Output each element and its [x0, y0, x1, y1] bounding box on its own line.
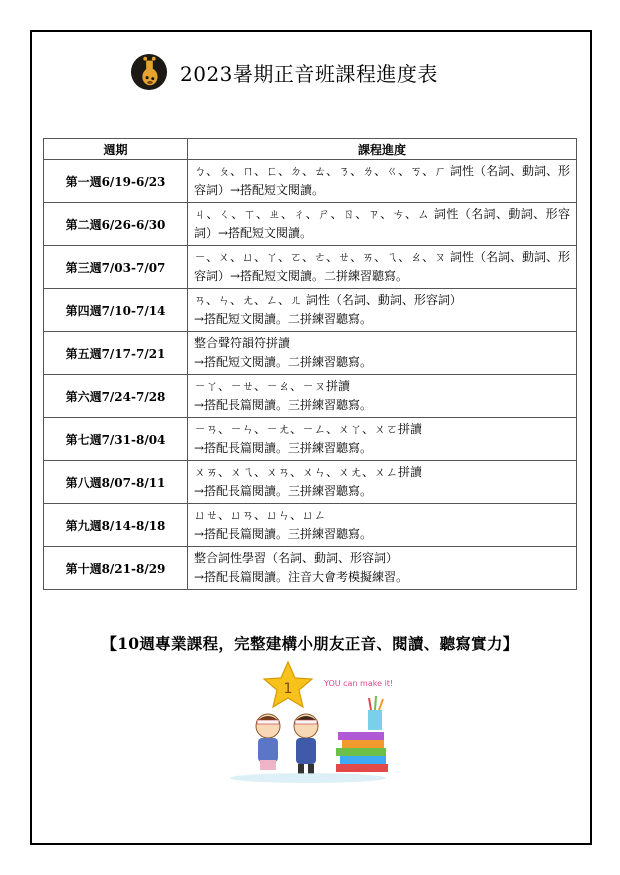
table-row: [44, 461, 577, 504]
star-number: 1: [283, 681, 293, 697]
progress-line: ㄧ、ㄨ、ㄩ、ㄚ、ㄛ、ㄜ、ㄝ、ㄞ、ㄟ、ㄠ、ㄡ 詞性（名詞、動詞、形容詞）→搭配短文閱讀。二拼練習聽寫。: [194, 250, 570, 283]
book-stack: [336, 732, 388, 772]
table-row: [44, 246, 577, 289]
progress-line: ㄨㄞ、ㄨㄟ、ㄨㄢ、ㄨㄣ、ㄨㄤ、ㄨㄥ拼讀: [194, 465, 423, 479]
kids-star-illustration: [228, 660, 396, 784]
header-week: 週期: [44, 139, 188, 160]
table-row: [44, 289, 577, 332]
table-row: [44, 203, 577, 246]
progress-cell: [188, 375, 577, 418]
encouragement-caption: YOU can make it!: [324, 679, 394, 688]
progress-cell: [188, 504, 577, 547]
week-cell: 第十週8/21-8/29: [44, 547, 188, 590]
slogan: 【10週專業課程，完整建構小朋友正音、閱讀、聽寫實力】: [101, 634, 519, 653]
course-schedule-table: [43, 138, 577, 590]
progress-cell: [188, 246, 577, 289]
girl-figure: [256, 714, 280, 770]
title-row: [130, 54, 438, 90]
giraffe-logo-icon: [130, 53, 168, 91]
table-row: [44, 504, 577, 547]
week-cell: 第七週7/31-8/04: [44, 418, 188, 461]
progress-cell: [188, 332, 577, 375]
week-cell: 第三週7/03-7/07: [44, 246, 188, 289]
week-cell: 第四週7/10-7/14: [44, 289, 188, 332]
progress-cell: [188, 289, 577, 332]
progress-line: →搭配長篇閱讀。注音大會考模擬練習。: [194, 570, 409, 584]
page-title: 2023暑期正音班課程進度表: [180, 61, 438, 86]
progress-cell: [188, 160, 577, 203]
week-cell: 第二週6/26-6/30: [44, 203, 188, 246]
progress-line: ㄧㄢ、ㄧㄣ、ㄧㄤ、ㄧㄥ、ㄨㄚ、ㄨㄛ拼讀: [194, 422, 423, 436]
progress-cell: [188, 418, 577, 461]
progress-line: →搭配長篇閱讀。三拼練習聽寫。: [194, 484, 373, 498]
progress-cell: [188, 461, 577, 504]
week-cell: 第九週8/14-8/18: [44, 504, 188, 547]
week-cell: 第五週7/17-7/21: [44, 332, 188, 375]
header-progress: 課程進度: [188, 139, 577, 160]
table-row: [44, 418, 577, 461]
progress-cell: [188, 547, 577, 590]
pencil-cup: [368, 696, 383, 730]
progress-line: →搭配長篇閱讀。三拼練習聽寫。: [194, 441, 373, 455]
progress-line: ㄧㄚ、ㄧㄝ、ㄧㄠ、ㄧㄡ拼讀: [194, 379, 351, 393]
table-row: [44, 160, 577, 203]
table-row: [44, 375, 577, 418]
progress-line: 整合詞性學習（名詞、動詞、形容詞）: [194, 551, 399, 565]
progress-line: ㄩㄝ、ㄩㄢ、ㄩㄣ、ㄩㄥ: [194, 508, 327, 522]
table-header-row: [44, 139, 577, 160]
progress-line: →搭配短文閱讀。二拼練習聽寫。: [194, 355, 373, 369]
progress-line: ㄅ、ㄆ、ㄇ、ㄈ、ㄉ、ㄊ、ㄋ、ㄌ、ㄍ、ㄎ、ㄏ 詞性（名詞、動詞、形容詞）→搭配短文閱讀。: [194, 164, 570, 197]
progress-line: ㄢ、ㄣ、ㄤ、ㄥ、ㄦ 詞性（名詞、動詞、形容詞）: [194, 293, 462, 307]
week-cell: 第六週7/24-7/28: [44, 375, 188, 418]
boy-figure: [294, 714, 318, 774]
week-cell: 第八週8/07-8/11: [44, 461, 188, 504]
progress-line: →搭配長篇閱讀。三拼練習聽寫。: [194, 398, 373, 412]
progress-cell: [188, 203, 577, 246]
progress-line: 整合聲符韻符拼讀: [194, 336, 291, 350]
table-row: [44, 547, 577, 590]
progress-line: →搭配短文閱讀。二拼練習聽寫。: [194, 312, 373, 326]
table-row: [44, 332, 577, 375]
week-cell: 第一週6/19-6/23: [44, 160, 188, 203]
progress-line: ㄐ、ㄑ、ㄒ、ㄓ、ㄔ、ㄕ、ㄖ、ㄗ、ㄘ、ㄙ 詞性（名詞、動詞、形容詞）→搭配短文閱讀。: [194, 207, 570, 240]
progress-line: →搭配長篇閱讀。三拼練習聽寫。: [194, 527, 373, 541]
